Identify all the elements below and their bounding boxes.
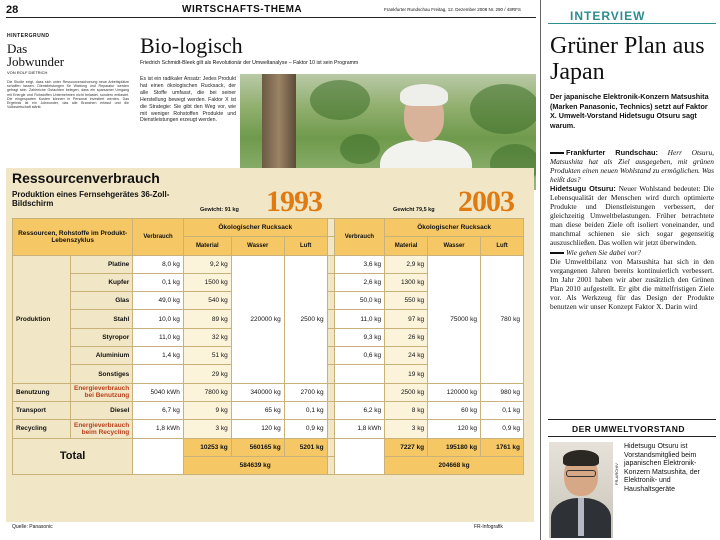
question-dash bbox=[550, 152, 564, 154]
infographic-title: Ressourcenverbrauch bbox=[12, 170, 160, 186]
table-cell: 9,3 kg bbox=[334, 328, 385, 346]
header-air-1993: Luft bbox=[284, 237, 327, 255]
table-cell: 5201 kg bbox=[284, 438, 327, 456]
header-water-2003: Wasser bbox=[428, 237, 481, 255]
table-cell: 7227 kg bbox=[385, 438, 428, 456]
header-sack-2003: Ökologischer Rucksack bbox=[385, 219, 524, 237]
article-subtitle: Friedrich Schmidt-Bleek gilt als Revolutionär der Umweltanalyse – Faktor 10 ist sein Programm bbox=[140, 60, 359, 66]
table-cell bbox=[327, 383, 334, 401]
interview-intro: Der japanische Elektronik-Konzern Matsushita (Marken Panasonic, Technics) setzt auf Faktor X. Umwelt-Vorstand Hidetsugu Otsuru sagt warum. bbox=[550, 92, 709, 130]
resource-table bbox=[12, 218, 524, 475]
top-rule bbox=[6, 17, 536, 18]
table-cell: 1,8 kWh bbox=[334, 420, 385, 438]
table-cell: 980 kg bbox=[481, 383, 524, 401]
table-cell bbox=[327, 347, 334, 365]
sidebar-rule-top bbox=[548, 419, 716, 420]
sidebar-rule-bottom bbox=[548, 436, 716, 437]
table-cell: 10253 kg bbox=[183, 438, 231, 456]
table-cell bbox=[327, 438, 334, 456]
table-cell: Platine bbox=[71, 255, 133, 273]
table-cell: 540 kg bbox=[183, 292, 231, 310]
table-cell bbox=[327, 219, 334, 237]
table-cell: 60 kg bbox=[428, 401, 481, 419]
table-cell: Stahl bbox=[71, 310, 133, 328]
table-cell bbox=[327, 292, 334, 310]
table-cell bbox=[327, 273, 334, 291]
year-1993: 1993 bbox=[266, 185, 322, 218]
article-title: Bio-logisch bbox=[140, 33, 243, 58]
table-cell bbox=[327, 420, 334, 438]
weight-1993: Gewicht: 91 kg bbox=[200, 207, 239, 213]
table-cell: 6,7 kg bbox=[133, 401, 184, 419]
left-column-title: Das Jobwunder bbox=[7, 41, 65, 69]
header-material-1993: Material bbox=[183, 237, 231, 255]
portrait-photo bbox=[549, 442, 613, 538]
table-cell: 2,9 kg bbox=[385, 255, 428, 273]
table-row bbox=[13, 219, 524, 237]
interview-body: Frankfurter Rundschau: Herr Otsuru, Matsushita hat als Ziel ausgegeben, mit grünen Produkten einen neuen Wohlstand zu ermöglichen. Was heißt das? Hidetsugu Otsuru: Neuer Wohlstand bedeutet: Die Lebensqualität der Menschen wird durch optimierte Produkte und Dienstleistungen verbessert, der gleichzeitig Umweltbelastungen. Früher betrachtete man diese beiden Ziele oft isoliert voneinander, und manchmal schienen sie sich sogar gegenseitig auszuschließen. Das wollen wir jetzt überwinden. Wie gehen Sie dabei vor? Die Umweltbilanz von Matsushita hat sich in den vergangenen Jahren bereits kontinuierlich verbessert. Im Jahr 2001 haben wir aber zusätzlich den Grünen Plan 2010 aufgestellt. Er gibt die mittelfristigen Ziele vor. Als Werkzeug für das Design der Produkte benutzen wir unser Konzept Faktor X. Darin wird bbox=[550, 148, 714, 311]
table-cell: 550 kg bbox=[385, 292, 428, 310]
stage-production: Produktion bbox=[13, 255, 71, 383]
left-column-byline: VON ROLF DIETRICH bbox=[7, 70, 48, 75]
table-row bbox=[13, 420, 524, 438]
table-cell: 7800 kg bbox=[183, 383, 231, 401]
table-cell: 9,2 kg bbox=[183, 255, 231, 273]
prod-water-1993: 220000 kg bbox=[231, 255, 284, 383]
column-divider bbox=[540, 0, 541, 540]
table-cell: Sonstiges bbox=[71, 365, 133, 383]
graphic-credit: FR-Infografik bbox=[474, 524, 503, 530]
sum-2003: 204668 kg bbox=[385, 456, 524, 474]
total-row bbox=[13, 438, 524, 456]
table-cell: 49,0 kg bbox=[133, 292, 184, 310]
prod-air-2003: 780 kg bbox=[481, 255, 524, 383]
header-air-2003: Luft bbox=[481, 237, 524, 255]
table-cell: 6,2 kg bbox=[334, 401, 385, 419]
table-cell: 8 kg bbox=[385, 401, 428, 419]
table-cell: Styropor bbox=[71, 328, 133, 346]
table-row bbox=[13, 401, 524, 419]
table-cell: 1500 kg bbox=[183, 273, 231, 291]
header-material-2003: Material bbox=[385, 237, 428, 255]
table-cell: Aluminium bbox=[71, 347, 133, 365]
table-cell: 2500 kg bbox=[385, 383, 428, 401]
table-cell: 2700 kg bbox=[284, 383, 327, 401]
table-cell: 26 kg bbox=[385, 328, 428, 346]
table-cell: 1,8 kWh bbox=[133, 420, 184, 438]
table-cell: 65 kg bbox=[231, 401, 284, 419]
table-cell bbox=[133, 438, 184, 475]
table-cell bbox=[327, 401, 334, 419]
table-cell: 120 kg bbox=[231, 420, 284, 438]
table-cell: 5040 kWh bbox=[133, 383, 184, 401]
table-cell bbox=[327, 310, 334, 328]
table-cell: 51 kg bbox=[183, 347, 231, 365]
photo-credit: FR-ARCHIV bbox=[614, 463, 619, 485]
interview-rule bbox=[548, 23, 716, 24]
year-2003: 2003 bbox=[458, 185, 514, 218]
table-cell: 120 kg bbox=[428, 420, 481, 438]
table-cell bbox=[334, 383, 385, 401]
table-cell: 560165 kg bbox=[231, 438, 284, 456]
table-cell: 1300 kg bbox=[385, 273, 428, 291]
table-cell: 97 kg bbox=[385, 310, 428, 328]
article-body: Es ist ein radikaler Ansatz: Jedes Produkt hat einen ökologischen Rucksack, der alle Stoffe umfasst, die bei seiner Herstellung bewegt werden. Faktor X ist die Strategie: Sie gibt den Weg vor, wie mit weniger Rohstoffen Produkte und Dienstleistungen erzeugt werden. bbox=[140, 76, 236, 124]
table-cell bbox=[327, 237, 334, 255]
table-cell: Recycling bbox=[13, 420, 71, 438]
header-sack-1993: Ökologischer Rucksack bbox=[183, 219, 327, 237]
table-cell: 0,1 kg bbox=[481, 401, 524, 419]
table-cell bbox=[327, 328, 334, 346]
table-cell: Glas bbox=[71, 292, 133, 310]
header-use-2003: Verbrauch bbox=[334, 219, 385, 256]
table-cell: Diesel bbox=[71, 401, 133, 419]
section-title: WIRTSCHAFTS-THEMA bbox=[182, 4, 303, 15]
header-stage: Ressourcen, Rohstoffe im Produkt-Lebenszyklus bbox=[13, 219, 133, 256]
table-cell: 3 kg bbox=[183, 420, 231, 438]
table-cell: 3,6 kg bbox=[334, 255, 385, 273]
table-cell: 50,0 kg bbox=[334, 292, 385, 310]
table-cell: 3 kg bbox=[385, 420, 428, 438]
table-cell: 195180 kg bbox=[428, 438, 481, 456]
table-cell bbox=[133, 365, 184, 383]
table-cell: 11,0 kg bbox=[133, 328, 184, 346]
table-cell bbox=[334, 438, 385, 475]
table-cell: 0,1 kg bbox=[284, 401, 327, 419]
left-column-body: Die Studie zeigt, dass sich unter Ressourcenschonung neue Arbeitsplätze schaffen lassen. Dienstleistungen für Wartung und Reparatur werden gefragt sein. Zahlreiche Gutachten belegen, dass ein sparsamer Umgang mit Energie und Rohstoffen Unternehmen nicht belastet, sondern entlastet. Die eingesparten Kosten können in Personal investiert werden. Das Ergebnis ist ein Jobwunder, das alle Branchen erfasst und die Volkswirtschaft stärkt. bbox=[7, 80, 129, 110]
table-cell: 11,0 kg bbox=[334, 310, 385, 328]
total-label: Total bbox=[13, 438, 133, 475]
table-cell: 0,9 kg bbox=[481, 420, 524, 438]
table-cell: 10,0 kg bbox=[133, 310, 184, 328]
sidebar-heading: DER UMWELTVORSTAND bbox=[572, 424, 686, 434]
table-cell: 0,6 kg bbox=[334, 347, 385, 365]
sidebar-text: Hidetsugu Otsuru ist Vorstandsmitglied beim japanischen Elektronik-Konzern Matsushita, der Elektronik- und Haushaltsgeräte bbox=[624, 443, 700, 493]
header-water-1993: Wasser bbox=[231, 237, 284, 255]
masthead: Frankfurter Rundschau Freitag, 12. Dezember 2008 Nr. 290 / 48RFS bbox=[384, 7, 521, 12]
table-cell: 1761 kg bbox=[481, 438, 524, 456]
table-cell: 0,1 kg bbox=[133, 273, 184, 291]
left-column-label: HINTERGRUND bbox=[7, 33, 50, 39]
interview-title: Grüner Plan aus Japan bbox=[550, 33, 705, 85]
table-cell: 0,9 kg bbox=[284, 420, 327, 438]
table-cell: Benutzung bbox=[13, 383, 71, 401]
table-cell: 340000 kg bbox=[231, 383, 284, 401]
table-cell: Energieverbrauch bei Benutzung bbox=[71, 383, 133, 401]
table-cell: 19 kg bbox=[385, 365, 428, 383]
interview-kicker: INTERVIEW bbox=[570, 9, 646, 23]
graphic-source: Quelle: Panasonic bbox=[12, 524, 53, 530]
table-cell: 89 kg bbox=[183, 310, 231, 328]
table-cell: Transport bbox=[13, 401, 71, 419]
sum-1993: 584639 kg bbox=[183, 456, 327, 474]
page-number: 28 bbox=[6, 4, 19, 16]
table-row bbox=[13, 255, 524, 273]
table-cell: 9 kg bbox=[183, 401, 231, 419]
header-use-1993: Verbrauch bbox=[133, 219, 184, 256]
table-cell: Energieverbrauch beim Recycling bbox=[71, 420, 133, 438]
table-cell bbox=[334, 365, 385, 383]
prod-air-1993: 2500 kg bbox=[284, 255, 327, 383]
table-cell: Kupfer bbox=[71, 273, 133, 291]
table-row bbox=[13, 383, 524, 401]
prod-water-2003: 75000 kg bbox=[428, 255, 481, 383]
table-cell bbox=[327, 456, 334, 474]
question-dash bbox=[550, 252, 564, 254]
weight-2003: Gewicht 79,5 kg bbox=[393, 207, 435, 213]
table-cell bbox=[327, 365, 334, 383]
table-cell: 8,0 kg bbox=[133, 255, 184, 273]
infographic-subtitle: Produktion eines Fernsehgerätes 36-Zoll-Bildschirm bbox=[12, 190, 170, 208]
table-cell bbox=[327, 255, 334, 273]
table-cell: 120000 kg bbox=[428, 383, 481, 401]
table-cell: 29 kg bbox=[183, 365, 231, 383]
table-cell: 24 kg bbox=[385, 347, 428, 365]
table-cell: 32 kg bbox=[183, 328, 231, 346]
table-cell: 2,6 kg bbox=[334, 273, 385, 291]
table-cell: 1,4 kg bbox=[133, 347, 184, 365]
